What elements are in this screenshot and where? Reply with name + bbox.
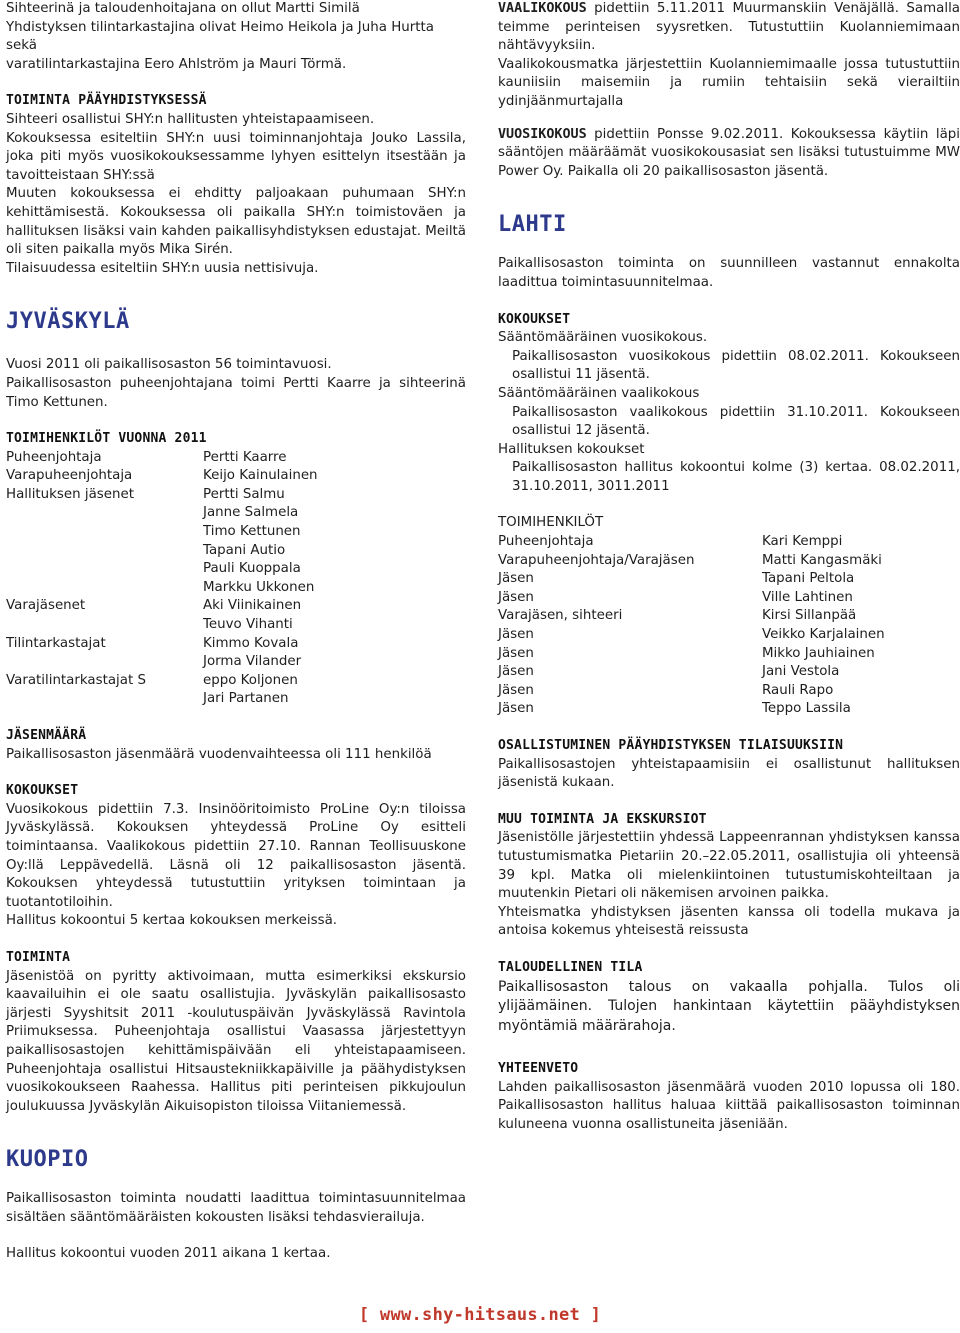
section-heading-members: JÄSENMÄÄRÄ — [6, 728, 87, 743]
paragraph: Kokouksessa esiteltiin SHY:n uusi toiminnanjohtaja Jouko Lassila, joka piti myös vuosikokouksessamme lyhyen esittelyn itsestään ja tavoitteistaan SHY:ssä — [6, 130, 466, 183]
paragraph: Hallitus kokoontui vuoden 2011 aikana 1 kertaa. — [6, 1246, 331, 1262]
official-name: Kari Kemppi — [762, 534, 843, 550]
right-column — [498, 0, 960, 1134]
official-role — [6, 579, 203, 598]
inline-heading-vaalikokous: VAALIKOKOUS — [498, 1, 587, 16]
section-title-lahti: LAHTI — [498, 212, 567, 238]
official-name: Kirsi Sillanpää — [762, 608, 857, 624]
official-name: Kimmo Kovala — [203, 635, 299, 651]
meeting-line: Sääntömääräinen vuosikokous. — [498, 330, 708, 346]
paragraph: Paikallisosaston jäsenmäärä vuodenvaihteessa oli 111 henkilöä — [6, 746, 432, 762]
official-role: Hallituksen jäsenet — [6, 486, 135, 502]
official-row — [6, 597, 466, 616]
section-heading-summary: YHTEENVETO — [498, 1061, 579, 1077]
paragraph: Vuosi 2011 oli paikallisosaston 56 toimintavuosi. — [6, 357, 332, 373]
official-row — [6, 579, 466, 598]
official-row — [6, 635, 466, 654]
paragraph: Jäsenistölle järjestettiin yhdessä Lappeenrannan yhdistyksen kanssa tutustumismatka Pietariin 20.–22.05.2011, osallistujia oli yhteensä 39 kpl. Matka oli mielenkiintoinen tutustumiskohteiltaan ja muutenkin Pietari oli näkemisen arvoinen paikka. — [498, 830, 960, 902]
official-row — [498, 589, 960, 608]
inline-text: pidettiin 5.11.2011 Muurmanskiin Venäjällä. Samalla teimme perinteisen syysretken. Tutustuttiin Kuolanniemimaan nähtävyyksiin. — [498, 1, 960, 54]
intro-line: varatilintarkastajina Eero Ahlström ja Mauri Törmä. — [6, 56, 347, 72]
section-title-kuopio: KUOPIO — [6, 1147, 89, 1173]
official-name: Janne Salmela — [203, 505, 299, 521]
official-role — [6, 542, 203, 561]
official-row — [498, 700, 960, 719]
intro-line: Sihteerinä ja taloudenhoitajana on ollut Martti Similä — [6, 1, 360, 16]
official-role: Jäsen — [498, 645, 534, 661]
meeting-line: Sääntömääräinen vaalikokous — [498, 385, 700, 401]
official-row — [6, 449, 466, 468]
official-role: Puheenjohtaja — [6, 449, 102, 465]
official-name: Jari Partanen — [203, 691, 289, 707]
official-role: Varapuheenjohtaja/Varajäsen — [498, 552, 695, 568]
meeting-line: Hallituksen kokoukset — [498, 441, 645, 457]
official-name: Jorma Vilander — [203, 654, 302, 670]
official-name: Markku Ukkonen — [203, 579, 315, 595]
official-role: Varatilintarkastajat S — [6, 672, 146, 688]
official-role: Jäsen — [498, 589, 534, 605]
official-role — [6, 523, 203, 542]
section-heading-meetings: KOKOUKSET — [6, 783, 79, 799]
official-row — [6, 542, 466, 561]
official-row — [6, 467, 466, 486]
official-row — [498, 533, 960, 552]
official-name: Ville Lahtinen — [762, 589, 853, 605]
official-row — [498, 645, 960, 664]
official-role: Jäsen — [498, 627, 534, 643]
official-role — [6, 653, 203, 672]
official-row — [498, 626, 960, 645]
paragraph: Vuosikokous pidettiin 7.3. Insinööritoimisto ProLine Oy:n tiloissa Jyväskylässä. Kokouksen yhteydessä ProLine Oy esitteli toimintaansa. Vaalikokous pidettiin 27.10. Rannan Teollisuuskone Oy:llä Leppävedellä. Läsnä oli 12 paikallisosaston jäsentä. Kokouksen yhteydessä tutustuttiin yrityksen toimintaan ja tuotantotiloihin. — [6, 801, 466, 910]
paragraph: Sihteeri osallistui SHY:n hallitusten yhteistapaamiseen. — [6, 111, 375, 127]
official-name: Rauli Rapo — [762, 682, 834, 698]
official-name: Jani Vestola — [762, 664, 840, 680]
inline-heading-vuosikokous: VUOSIKOKOUS — [498, 126, 587, 142]
section-title-jyvaskyla: JYVÄSKYLÄ — [6, 309, 130, 335]
official-row — [498, 607, 960, 626]
meeting-line: Paikallisosaston hallitus kokoontui kolme (3) kertaa. 08.02.2011, 31.10.2011, 3011.2011 — [512, 460, 960, 494]
official-role: Varajäsenet — [6, 598, 86, 614]
meeting-line: Paikallisosaston vaalikokous pidettiin 31.10.2011. Kokoukseen osallistui 12 jäsentä. — [512, 404, 960, 439]
paragraph-vuosikokous — [498, 126, 960, 182]
intro-line: Yhdistyksen tilintarkastajina olivat Heimo Heikola ja Juha Hurtta sekä — [6, 19, 434, 54]
meeting-line: Paikallisosaston vuosikokous pidettiin 08.02.2011. Kokoukseen osallistui 11 jäsentä. — [512, 348, 960, 383]
official-name: eppo Koljonen — [203, 672, 298, 688]
paragraph-vaalikokous — [498, 0, 960, 56]
paragraph: Vaalikokousmatka järjestettiin Kuolanniemimaalle jossa tutustuttiin kauniisiin maisemiin ja rumiin tehtaisiin sekä vierailtiin ydinjäänmurtajalla — [498, 56, 960, 109]
official-row — [498, 570, 960, 589]
paragraph: Muuten kokouksessa ei ehditty paljoakaan puhumaan SHY:n kehittämisestä. Kokouksessa oli paikalla SHY:n toimistoväen ja hallituksen lisäksi vain kahden paikallisyhdistyksen edustajat. Meiltä oli siten paikalla myös Mika Sirén. — [6, 186, 466, 258]
official-row — [6, 672, 466, 691]
official-role — [6, 616, 203, 635]
official-row — [6, 616, 466, 635]
paragraph: Hallitus kokoontui 5 kertaa kokouksen merkeissä. — [6, 913, 338, 929]
official-name: Pauli Kuoppala — [203, 561, 301, 577]
section-heading-officials: TOIMIHENKILÖT — [498, 515, 604, 531]
intro-lines — [6, 0, 466, 74]
official-role — [6, 560, 203, 579]
official-role: Varajäsen, sihteeri — [498, 608, 623, 624]
official-name: Mikko Jauhiainen — [762, 645, 875, 661]
official-row — [498, 663, 960, 682]
official-row — [498, 682, 960, 701]
paragraph: Paikallisosaston toiminta on suunnilleen vastannut ennakolta laadittua toimintasuunnitelmaa. — [498, 256, 960, 290]
official-row — [6, 504, 466, 523]
paragraph: Paikallisosaston talous on vakaalla pohjalla. Tulos oli ylijäämäinen. Tulojen hankintaan käytettiin pääyhdistyksen myöntämiä määrärahoja. — [498, 978, 960, 1034]
section-heading-participation: OSALLISTUMINEN PÄÄYHDISTYKSEN TILAISUUKSIIN — [498, 738, 844, 753]
official-role: Puheenjohtaja — [498, 534, 594, 550]
left-column — [6, 0, 466, 1264]
section-heading-officials: TOIMIHENKILÖT VUONNA 2011 — [6, 431, 207, 447]
official-role: Jäsen — [498, 664, 534, 680]
official-role: Jäsen — [498, 571, 534, 587]
official-role: Varapuheenjohtaja — [6, 468, 133, 484]
official-role: Jäsen — [498, 682, 534, 698]
section-heading-meetings: KOKOUKSET — [498, 311, 571, 327]
official-name: Keijo Kainulainen — [203, 468, 318, 484]
paragraph: Tilaisuudessa esiteltiin SHY:n uusia nettisivuja. — [6, 260, 319, 276]
paragraph: Lahden paikallisosaston jäsenmäärä vuoden 2010 lopussa oli 180. Paikallisosaston hallitus haluaa kiittää paikallisosaston toiminnan kuluneena vuonna osallistuneita jäseniään. — [498, 1079, 960, 1132]
official-row — [6, 523, 466, 542]
official-name: Pertti Kaarre — [203, 449, 287, 465]
officials-list-jyvaskyla — [6, 449, 466, 709]
official-name: Pertti Salmu — [203, 486, 285, 502]
official-name: Aki Viinikainen — [203, 598, 302, 614]
meetings-list-lahti — [498, 329, 960, 496]
official-name: Teuvo Vihanti — [203, 617, 293, 633]
paragraph: Paikallisosastojen yhteistapaamisiin ei osallistunut hallituksen jäsenistä kukaan. — [498, 756, 960, 791]
official-name: Timo Kettunen — [203, 524, 301, 540]
section-heading-toiminta-paayhdistyksessa: TOIMINTA PÄÄYHDISTYKSESSÄ — [6, 93, 207, 109]
official-name: Matti Kangasmäki — [762, 552, 882, 568]
paragraph: Paikallisosaston toiminta noudatti laadittua toimintasuunnitelmaa sisältäen sääntömääräisten kokousten lisäksi tehdasvierailuja. — [6, 1191, 466, 1225]
paragraph: Jäsenistöä on pyritty aktivoimaan, mutta esimerkiksi ekskursio kaavailuihin ei ole saatu osallistujia. Jyväskylän paikallisosasto järjesti Syyshitsit 2011 -koulutuspäivän Jyväskylässä Ravintola Priimuksessa. Puheenjohtaja osallistui Vaasassa järjestettyyn paikallisosastojen kehittämispäivään eli yhteistapaamiseen. Puheenjohtaja osallistui Hitsaustekniikkapäiville ja päähydistyksen vuosikokoukseen Raahessa. Hallitus piti perinteisen pikkujoulun joulukuussa Jyväskylän Aikuisopiston tiloissa Viitaniemessä. — [6, 968, 466, 1114]
official-role — [6, 504, 203, 523]
section-heading-other-activity: MUU TOIMINTA JA EKSKURSIOT — [498, 811, 707, 827]
official-row — [498, 552, 960, 571]
section-heading-activity: TOIMINTA — [6, 949, 71, 965]
footer-website-link[interactable]: [ www.shy-hitsaus.net ] — [358, 1305, 602, 1325]
official-row — [6, 690, 466, 709]
section-heading-finance: TALOUDELLINEN TILA — [498, 959, 643, 975]
official-name: Veikko Karjalainen — [762, 627, 885, 643]
official-name: Teppo Lassila — [762, 701, 851, 717]
official-role — [6, 690, 203, 709]
official-role: Tilintarkastajat — [6, 635, 106, 651]
official-name: Tapani Peltola — [762, 571, 855, 587]
inline-text: pidettiin Ponsse 9.02.2011. Kokouksessa käytiin läpi sääntöjen määräämät vuosikokousasiat sen lisäksi tutustuimme MW Power Oy. Paikalla oli 20 paikallisosaston jäsentä. — [498, 126, 960, 179]
paragraph: Paikallisosaston puheenjohtajana toimi Pertti Kaarre ja sihteerinä Timo Kettunen. — [6, 375, 466, 410]
paragraph: Yhteismatka yhdistyksen jäsenten kanssa oli todella mukava ja antoisa kokemus yhteisestä reissusta — [498, 904, 960, 939]
official-role: Jäsen — [498, 701, 534, 717]
officials-list-lahti — [498, 533, 960, 719]
official-row — [6, 486, 466, 505]
official-name: Tapani Autio — [203, 542, 286, 558]
official-row — [6, 653, 466, 672]
official-row — [6, 560, 466, 579]
